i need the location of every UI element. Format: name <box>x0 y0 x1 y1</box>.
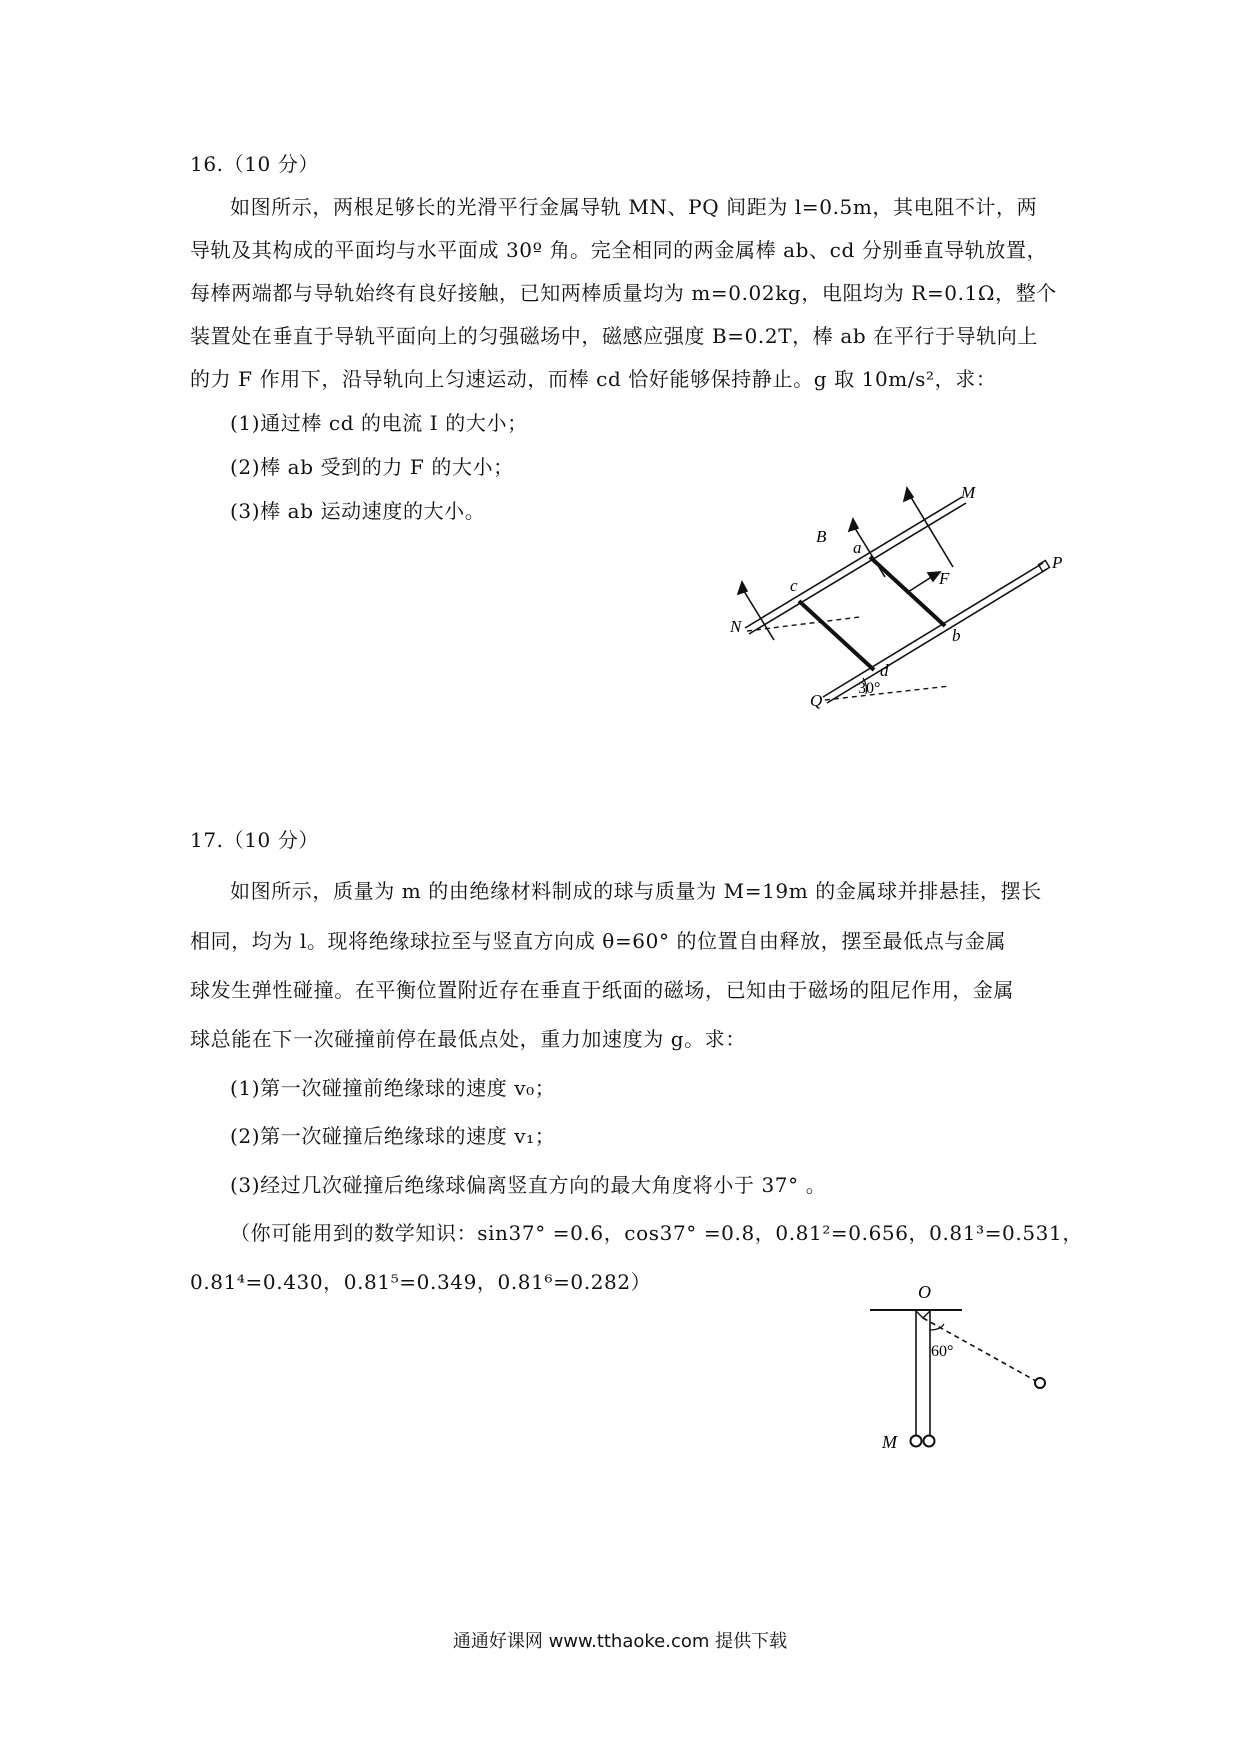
page-footer: 通通好课网 www.tthaoke.com 提供下载 <box>452 1631 788 1652</box>
label-b: b <box>952 626 961 645</box>
label-N: N <box>730 617 742 636</box>
label-O: O <box>918 1282 931 1302</box>
q17-text-line-2: 相同，均为 l。现将绝缘球拉至与竖直方向成 θ=60° 的位置自由释放，摆至最低点与金属 <box>190 929 1007 953</box>
label-B: B <box>816 527 827 546</box>
label-c: c <box>790 576 798 595</box>
q17-text-line-4: 球总能在下一次碰撞前停在最低点处，重力加速度为 g。求： <box>190 1027 746 1051</box>
q16-text-line-1: 如图所示，两根足够长的光滑平行金属导轨 MN、PQ 间距为 l=0.5m，其电阻不计，两 <box>230 195 1038 219</box>
q17-hint-line-2: 0.81⁴=0.430，0.81⁵=0.349，0.81⁶=0.282） <box>190 1270 652 1294</box>
label-Q: Q <box>810 691 823 710</box>
label-a: a <box>853 538 862 557</box>
label-angle-30: 30° <box>858 680 881 697</box>
label-angle-60: 60° <box>931 1343 954 1360</box>
q16-question-3: (3)棒 ab 运动速度的大小。 <box>230 499 486 523</box>
q17-question-1: (1)第一次碰撞前绝缘球的速度 v₀； <box>230 1076 556 1100</box>
q16-text-line-5: 的力 F 作用下，沿导轨向上匀速运动，而棒 cd 恰好能够保持静止。g 取 10m/s²，求： <box>190 367 997 391</box>
label-d: d <box>880 661 889 680</box>
q17-text-line-1: 如图所示，质量为 m 的由绝缘材料制成的球与质量为 M=19m 的金属球并排悬挂，摆长 <box>230 879 1042 903</box>
q16-text-line-2: 导轨及其构成的平面均与水平面成 30º 角。完全相同的两金属棒 ab、cd 分别垂直导轨放置， <box>190 238 1048 262</box>
q17-question-2: (2)第一次碰撞后绝缘球的速度 v₁； <box>230 1124 556 1148</box>
label-F: F <box>939 569 950 588</box>
q16-question-2: (2)棒 ab 受到的力 F 的大小； <box>230 455 514 479</box>
q16-text-line-3: 每棒两端都与导轨始终有良好接触，已知两棒质量均为 m=0.02kg，电阻均为 R=0.1Ω，整个 <box>190 281 1057 305</box>
q17-text-line-3: 球发生弹性碰撞。在平衡位置附近存在垂直于纸面的磁场，已知由于磁场的阻尼作用，金属 <box>190 978 1014 1002</box>
label-M: M <box>961 483 976 502</box>
q17-hint-line-1: （你可能用到的数学知识：sin37° =0.6，cos37° =0.8，0.81²=0.656，0.81³=0.531， <box>230 1221 1083 1245</box>
label-P: P <box>1052 553 1063 572</box>
q16-rails-figure <box>715 480 1075 730</box>
q17-question-3: (3)经过几次碰撞后绝缘球偏离竖直方向的最大角度将小于 37° 。 <box>230 1173 827 1197</box>
q16-header: 16.（10 分） <box>190 152 320 176</box>
q17-header: 17.（10 分） <box>190 828 320 852</box>
q16-question-1: (1)通过棒 cd 的电流 I 的大小； <box>230 411 528 435</box>
q17-pendulum-figure <box>865 1270 1065 1460</box>
label-M-ball: M <box>882 1432 897 1452</box>
q16-text-line-4: 装置处在垂直于导轨平面向上的匀强磁场中，磁感应强度 B=0.2T，棒 ab 在平行于导轨向上 <box>190 324 1038 348</box>
